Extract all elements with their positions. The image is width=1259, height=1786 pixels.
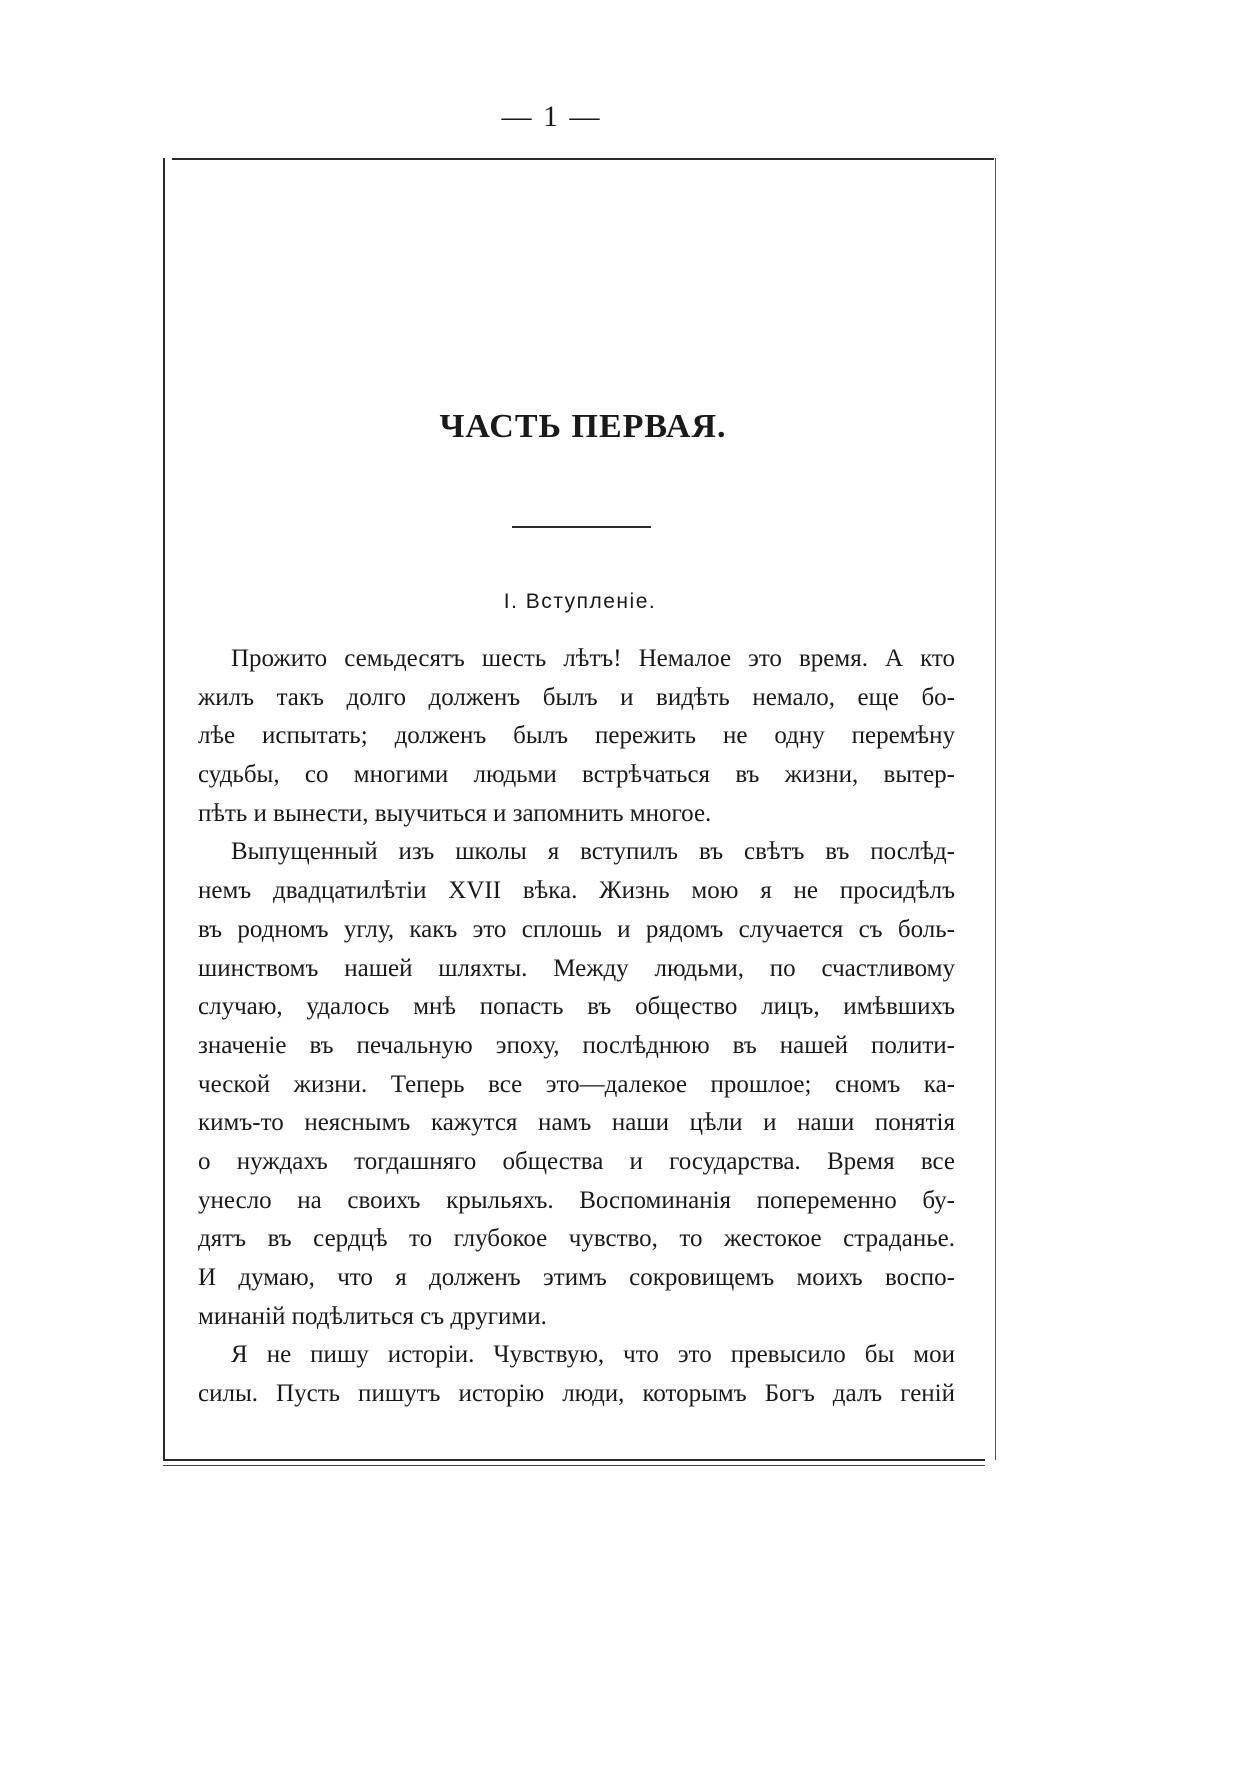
frame-bottom-rule-thin — [163, 1465, 985, 1466]
text-line: о нуждахъ тогдашняго общества и государства. Время все — [198, 1147, 955, 1175]
text-line: жилъ такъ долго долженъ былъ и видѣть немало, еще бо- — [198, 683, 955, 711]
text-line: шинствомъ нашей шляхты. Между людьми, по счастливому — [198, 954, 955, 982]
text-line: Я не пишу исторіи. Чувствую, что это превысило бы мои — [231, 1341, 955, 1369]
text-line: И думаю, что я долженъ этимъ сокровищемъ моихъ воспо- — [198, 1264, 955, 1291]
title-divider — [512, 526, 651, 528]
text-line: дятъ въ сердцѣ то глубокое чувство, то жестокое страданье. — [198, 1225, 955, 1253]
text-line: судьбы, со многими людьми встрѣчаться въ жизни, вытер- — [198, 761, 955, 789]
text-line: немъ двадцатилѣтіи XVII вѣка. Жизнь мою я не просидѣлъ — [198, 877, 955, 905]
text-line: минаній подѣлиться съ другими. — [198, 1302, 547, 1330]
text-line: унесло на своихъ крыльяхъ. Воспоминанія попеременно бу- — [198, 1186, 955, 1214]
text-line: случаю, удалось мнѣ попасть въ общество лицъ, имѣвшихъ — [198, 993, 955, 1021]
text-line: Прожито семьдесятъ шесть лѣтъ! Немалое это время. А кто — [231, 645, 955, 672]
body-text — [198, 640, 955, 1414]
text-line: силы. Пусть пишутъ исторію люди, которымъ Богъ далъ геній — [198, 1380, 955, 1408]
page-number: — 1 — — [501, 100, 602, 133]
text-line: кимъ-то неяснымъ кажутся намъ наши цѣли и наши понятія — [198, 1109, 955, 1137]
text-line: въ родномъ углу, какъ это сплошь и рядомъ случается съ боль- — [198, 915, 955, 943]
frame-bottom-rule — [163, 1459, 985, 1461]
text-line: значеніе въ печальную эпоху, послѣднюю въ нашей полити- — [198, 1031, 955, 1059]
text-line: ческой жизни. Теперь все это—далекое прошлое; сномъ ка- — [198, 1070, 955, 1098]
part-title: ЧАСТЬ ПЕРВАЯ. — [439, 408, 727, 445]
text-line: пѣть и вынести, выучиться и запомнить многое. — [198, 799, 712, 827]
section-heading: I. Вступленіе. — [503, 590, 657, 613]
text-line: лѣе испытать; долженъ былъ пережить не одну перемѣну — [198, 722, 955, 750]
text-line: Выпущенный изъ школы я вступилъ въ свѣтъ въ послѣд- — [231, 838, 955, 866]
